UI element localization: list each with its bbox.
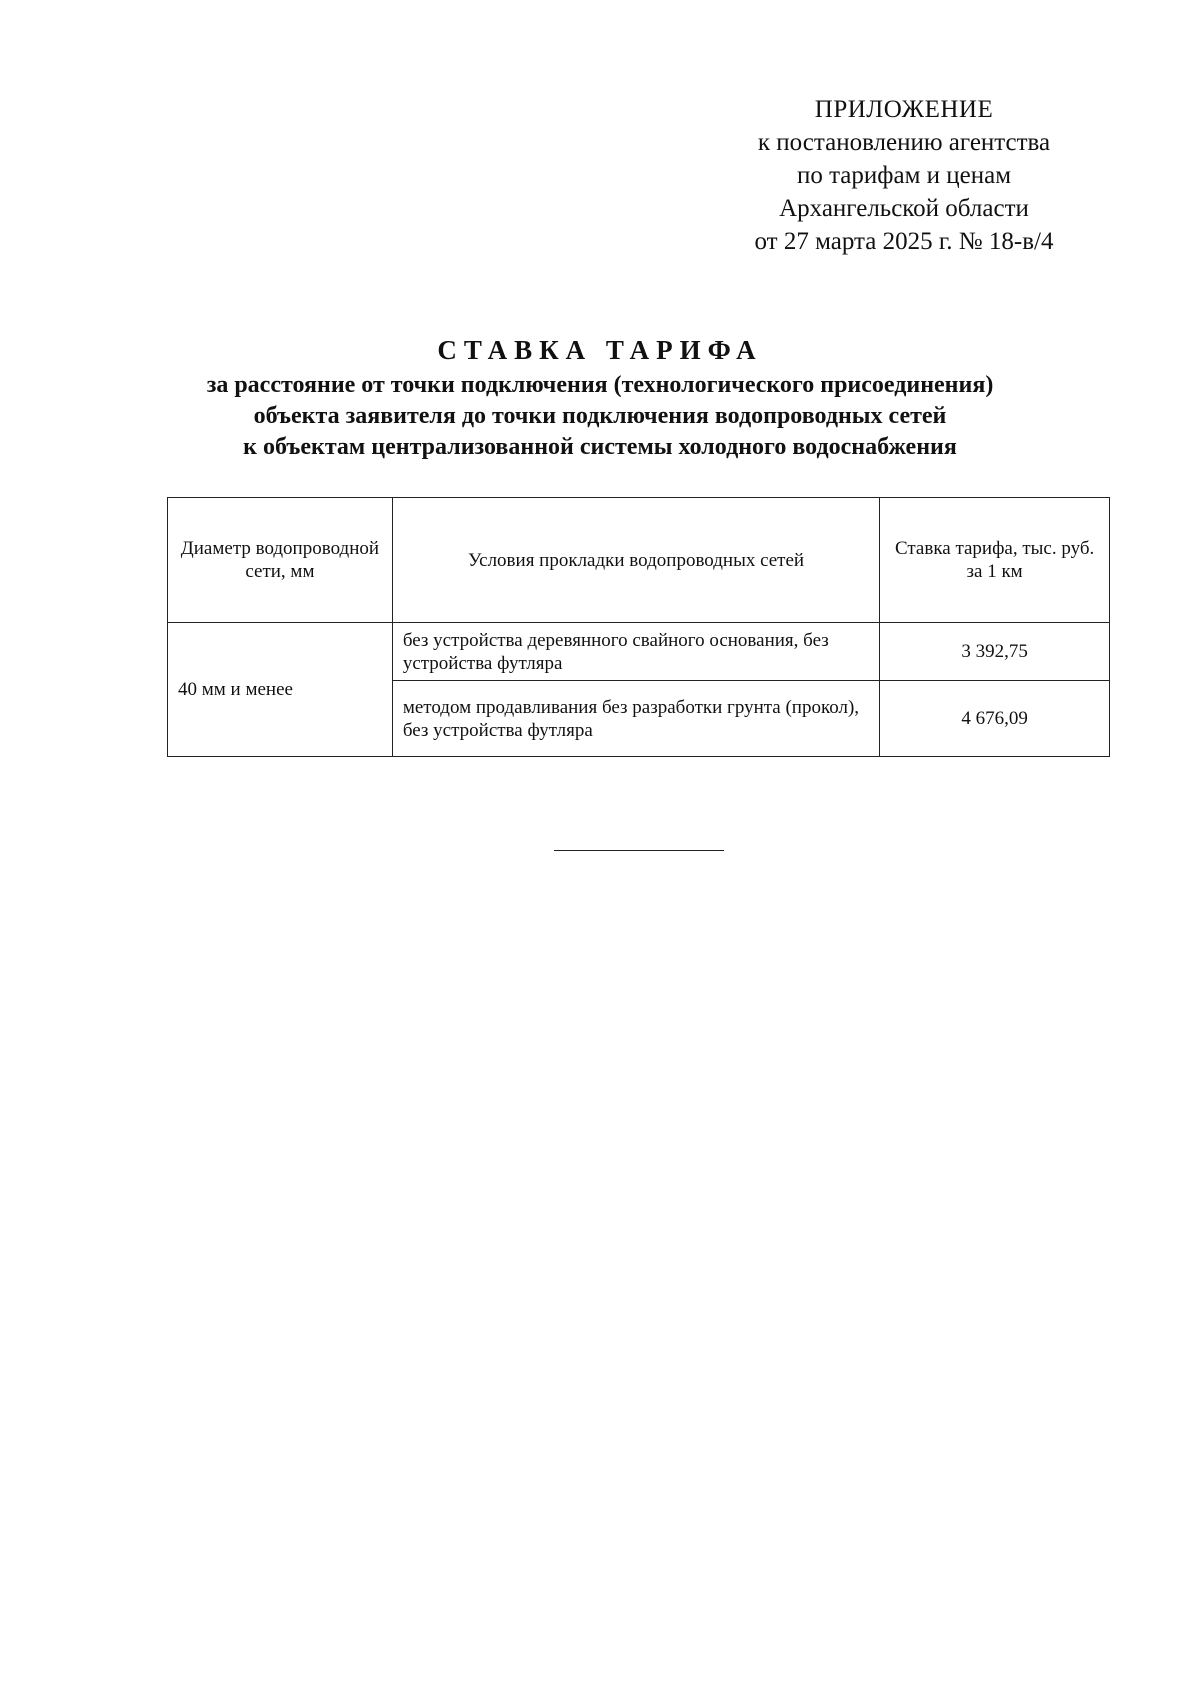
subtitle-line-2: объекта заявителя до точки подключения водопроводных сетей — [253, 403, 947, 429]
appendix-line-1: к постановлению агентства — [757, 129, 1051, 156]
header-rate: Ставка тарифа, тыс. руб. за 1 км — [880, 498, 1110, 623]
tariff-table — [167, 497, 1110, 757]
cell-rate: 4 676,09 — [880, 681, 1110, 757]
appendix-line-2: по тарифам и ценам — [796, 162, 1012, 189]
subtitle-line-1: за расстояние от точки подключения (технологического присоединения) — [206, 372, 994, 398]
table-header-row — [168, 498, 1110, 623]
cell-conditions: методом продавливания без разработки грунта (прокол), без устройства футляра — [392, 681, 879, 757]
end-divider — [554, 850, 724, 851]
appendix-heading: ПРИЛОЖЕНИЕ — [814, 96, 994, 123]
document-title: СТАВКА ТАРИФА — [437, 335, 763, 365]
cell-conditions: без устройства деревянного свайного основания, без устройства футляра — [392, 623, 879, 681]
table-row — [168, 623, 1110, 681]
document-subtitle — [100, 370, 1100, 463]
appendix-line-4: от 27 марта 2025 г. № 18-в/4 — [754, 228, 1054, 255]
subtitle-line-3: к объектам централизованной системы холодного водоснабжения — [243, 434, 957, 460]
header-conditions: Условия прокладки водопроводных сетей — [392, 498, 879, 623]
cell-diameter-group: 40 мм и менее — [168, 623, 393, 757]
appendix-block — [714, 93, 1094, 258]
appendix-line-3: Архангельской области — [779, 195, 1029, 222]
header-diameter: Диаметр водопроводной сети, мм — [168, 498, 393, 623]
document-title-block — [100, 332, 1100, 463]
cell-rate: 3 392,75 — [880, 623, 1110, 681]
